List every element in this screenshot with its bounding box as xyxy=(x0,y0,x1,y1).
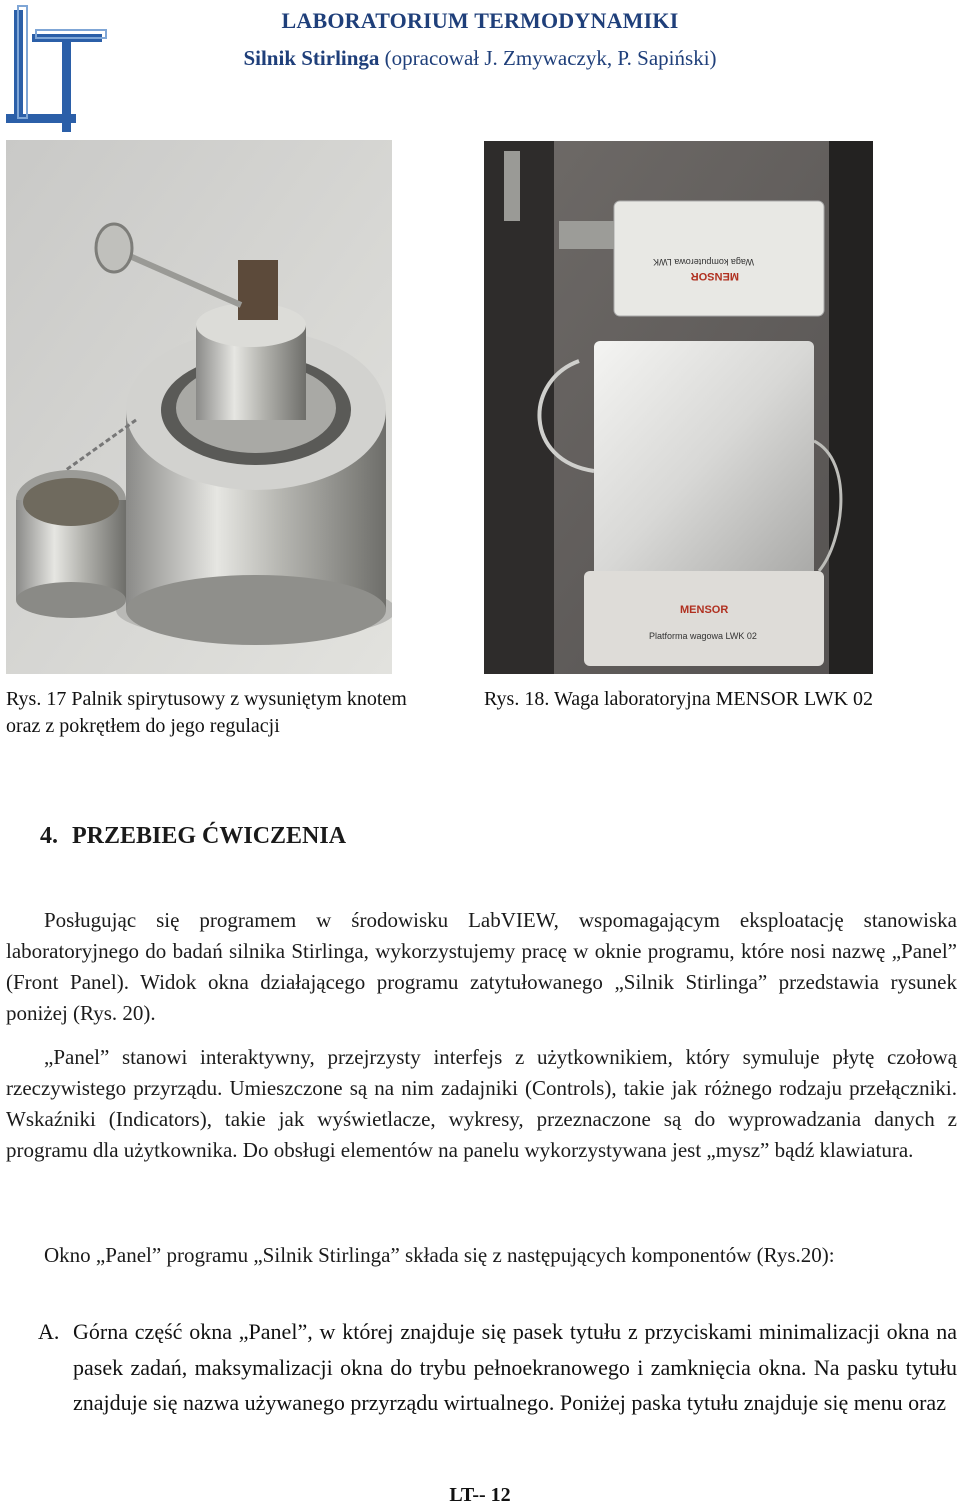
list-item-text: Górna część okna „Panel”, w której znajduje się pasek tytułu z przyciskami minimalizacji okna na pasek zadań, maksymalizacji okna do trybu pełnoekranowego i zamknięcia okna. Na pasku tytułu znajduje się nazwa używanego przyrządu wirtualnego. Poniżej paska tytułu znajduje się menu oraz xyxy=(73,1319,957,1415)
page-number: LT-- 12 xyxy=(449,1484,511,1506)
subtitle-bold: Silnik Stirlinga xyxy=(243,46,380,70)
document-subtitle xyxy=(200,46,760,71)
section-number: 4. xyxy=(40,823,58,849)
paragraph-3: Okno „Panel” programu „Silnik Stirlinga” składa się z następujących komponentów (Rys.20): xyxy=(44,1243,835,1267)
list-item xyxy=(38,1314,957,1421)
box-brand: MENSOR xyxy=(690,270,739,282)
platform-label: Platforma wagowa LWK 02 xyxy=(649,631,757,641)
box-label: Waga komputerowa LWK xyxy=(652,257,754,267)
photo-lab-scale xyxy=(484,141,873,674)
section-heading xyxy=(40,823,360,850)
paragraph-1: Posługując się programem w środowisku LabVIEW, wspomagającym eksploatację stanowiska laboratoryjnego do badań silnika Stirlinga, wykorzystujemy pracę w oknie programu, które nosi nazwę „Panel” (Front Panel). Widok okna działającego programu zatytułowanego „Silnik Stirlinga” przedstawia rysunek poniżej (Rys. 20). xyxy=(6,908,957,1025)
subtitle-rest: (opracował J. Zmywaczyk, P. Sapiński) xyxy=(379,46,717,70)
platform-brand: MENSOR xyxy=(680,604,729,616)
caption-rys-18: Rys. 18. Waga laboratoryjna MENSOR LWK 02 xyxy=(484,688,874,710)
photo-alcohol-burner xyxy=(6,140,392,674)
caption-rys-17: Rys. 17 Palnik spirytusowy z wysuniętym knotem oraz z pokrętłem do jego regulacji xyxy=(6,688,407,737)
section-title: PRZEBIEG ĆWICZENIA xyxy=(72,823,347,849)
list-item-label: A. xyxy=(38,1319,60,1344)
lab-title: LABORATORIUM TERMODYNAMIKI xyxy=(281,8,679,33)
lt-logo xyxy=(2,4,112,132)
paragraph-2: „Panel” stanowi interaktywny, przejrzysty interfejs z użytkownikiem, który symuluje płytę czołową rzeczywistego przyrządu. Umieszczone są na nim zadajniki (Controls), takie jak różnego rodzaju przełączniki. Wskaźniki (Indicators), takie jak wyświetlacze, wykresy, przeznaczone są do wyprowadzania danych z programu dla użytkownika. Do obsługi elementów na panelu wykorzystywana jest „mysz” bądź klawiatura. xyxy=(6,1045,957,1162)
